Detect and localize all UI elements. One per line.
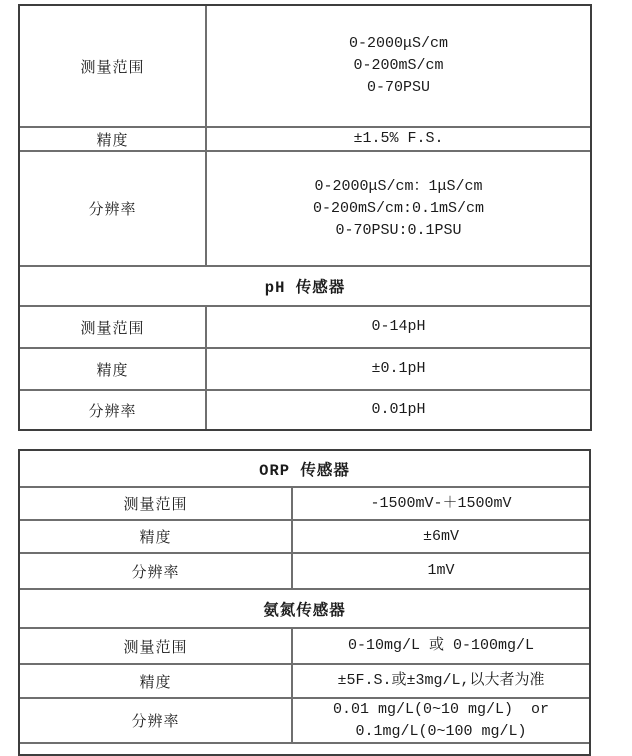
- spec-value-cell: [207, 6, 590, 126]
- spec-value-line: 0.1mg/L(0~100 mg/L): [355, 722, 527, 740]
- spec-value-line: 0-14pH: [371, 318, 426, 335]
- section-header-label: ORP 传感器: [259, 461, 350, 480]
- spec-value-cell: [207, 152, 590, 265]
- spec-value-line: 0-2000μS/cm: [348, 35, 449, 52]
- section-header-row: [20, 451, 589, 486]
- spec-value-cell: [293, 488, 589, 519]
- spec-label-cell: 测量范围: [20, 629, 293, 663]
- spec-label-cell: 精度: [20, 128, 207, 150]
- spec-label-cell: 精度: [20, 521, 293, 552]
- spec-value-line: 0-2000μS/cm：1μS/cm: [314, 177, 483, 195]
- spec-value-line: 0.01 mg/L(0~10 mg/L) or: [332, 700, 550, 718]
- spec-row: [20, 389, 590, 429]
- spec-row: [20, 150, 590, 265]
- spec-row: [20, 519, 589, 552]
- section-header-label: 氨氮传感器: [263, 601, 346, 620]
- spec-row: [20, 697, 589, 742]
- spec-value-cell: [293, 629, 589, 663]
- spec-value-line: 0-200mS/cm: [353, 57, 444, 74]
- spec-table-conductivity-ph: [18, 4, 592, 431]
- spec-label-cell: 测量范围: [20, 488, 293, 519]
- empty-partial-row: [20, 744, 589, 754]
- spec-value-line: -1500mV-＋1500mV: [370, 494, 512, 512]
- spec-label-cell: 分辨率: [20, 152, 207, 265]
- spec-row: [20, 663, 589, 697]
- spec-value-line: 0-200mS/cm:0.1mS/cm: [312, 199, 485, 217]
- spec-table-orp-ammonia: [18, 449, 591, 756]
- spec-row: [20, 486, 589, 519]
- spec-value-cell: [207, 391, 590, 429]
- spec-label-cell: 测量范围: [20, 6, 207, 126]
- spec-value-line: 0-10mg/L 或 0-100mg/L: [347, 637, 535, 654]
- spec-value-line: ±0.1pH: [371, 360, 426, 377]
- spec-row: [20, 6, 590, 126]
- spec-value-cell: [207, 349, 590, 389]
- spec-row: [20, 552, 589, 588]
- spec-row: [20, 126, 590, 150]
- spec-value-cell: [293, 554, 589, 588]
- spec-value-line: 0.01pH: [371, 401, 426, 418]
- spec-label-cell: 测量范围: [20, 307, 207, 347]
- spec-label-cell: 分辨率: [20, 391, 207, 429]
- spec-label-cell: 精度: [20, 349, 207, 389]
- spec-value-line: 0-70PSU: [366, 79, 430, 96]
- spec-value-cell: [293, 665, 589, 697]
- spec-value-cell: [293, 521, 589, 552]
- spec-value-line: 1mV: [427, 562, 455, 579]
- spec-value-line: ±6mV: [422, 527, 459, 545]
- spec-value-cell: [293, 699, 589, 742]
- section-header-row: [20, 588, 589, 627]
- spec-row: [20, 305, 590, 347]
- spec-label-cell: 分辨率: [20, 554, 293, 588]
- spec-label-cell: 精度: [20, 665, 293, 697]
- spec-row: [20, 627, 589, 663]
- spec-row: [20, 347, 590, 389]
- spec-value-cell: [207, 128, 590, 150]
- spec-value-line: ±1.5% F.S.: [353, 130, 444, 147]
- spec-value-line: 0-70PSU:0.1PSU: [335, 221, 462, 239]
- section-header-row: [20, 265, 590, 305]
- spec-label-cell: 分辨率: [20, 699, 293, 742]
- spec-value-cell: [207, 307, 590, 347]
- spec-value-line: ±5F.S.或±3mg/L,以大者为准: [337, 672, 545, 689]
- section-header-label: pH 传感器: [264, 279, 346, 297]
